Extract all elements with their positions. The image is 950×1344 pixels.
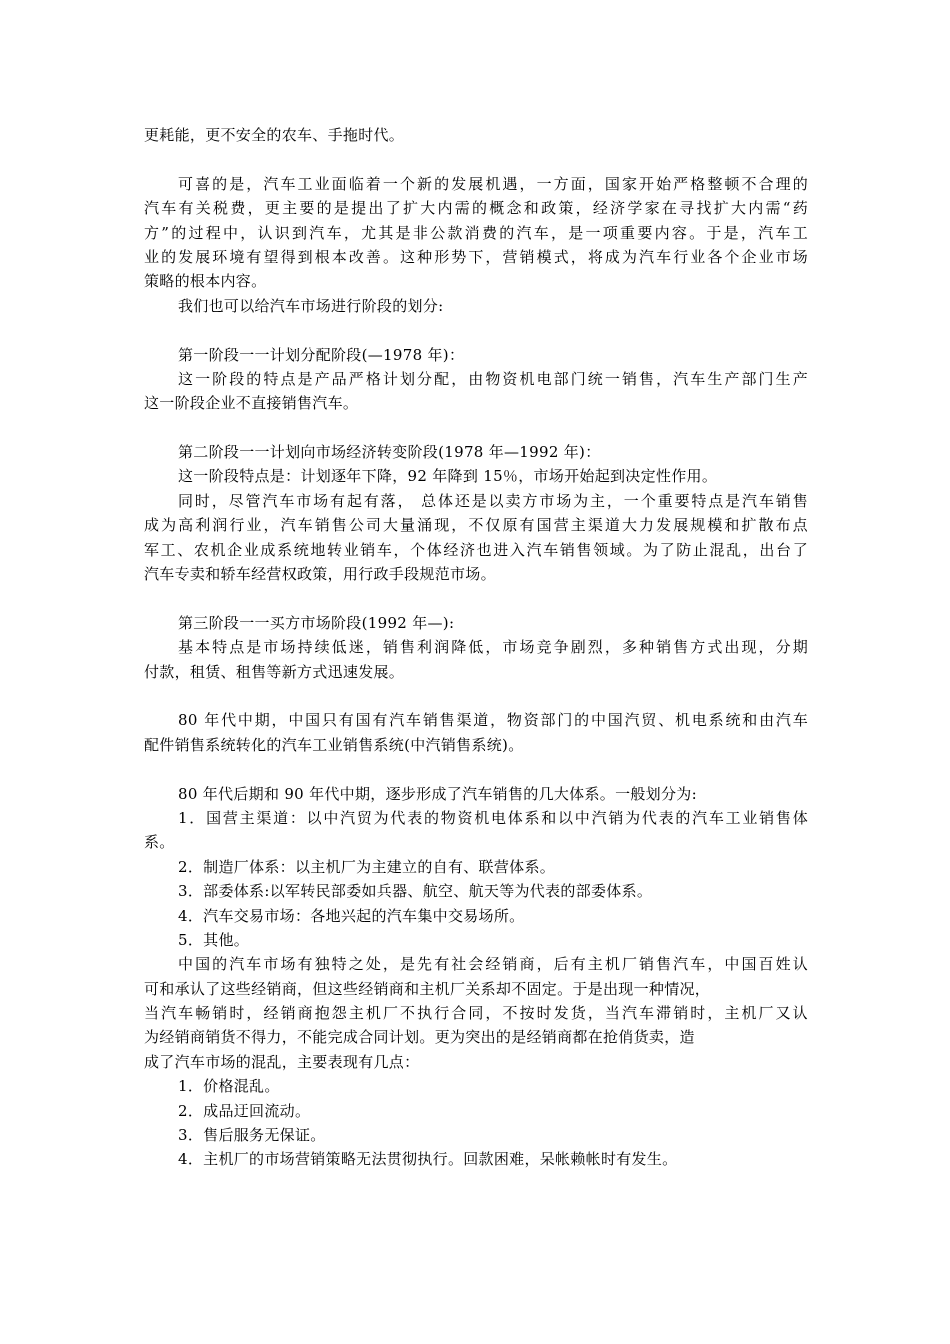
text-line: 汽车专卖和轿车经营权政策，用行政手段规范市场。 — [144, 565, 496, 584]
text-line: 80 年代中期，中国只有国有汽车销售渠道，物资部门的中国汽贸、机电系统和由汽车 — [178, 711, 808, 730]
text-line: 中国的汽车市场有独特之处，是先有社会经销商，后有主机厂销售汽车，中国百姓认 — [178, 955, 808, 974]
text-line: 系。 — [144, 833, 175, 852]
list-item: 2．制造厂体系：以主机厂为主建立的自有、联营体系。 — [178, 857, 556, 876]
blank-line — [144, 684, 808, 708]
list-item: 1．价格混乱。 — [178, 1077, 280, 1096]
blank-line — [144, 586, 808, 610]
text-line: 可喜的是，汽车工业面临着一个新的发展机遇，一方面，国家开始严格整顿不合理的 — [178, 174, 808, 193]
list-item: 4．主机厂的市场营销策略无法贯彻执行。回款困难，呆帐赖帐时有发生。 — [178, 1150, 678, 1169]
blank-line — [144, 318, 808, 342]
text-line: 成了汽车市场的混乱，主要表现有几点： — [144, 1052, 420, 1071]
text-line: 付款，租赁、租售等新方式迅速发展。 — [144, 662, 405, 681]
text-line: 配件销售系统转化的汽车工业销售系统(中汽销售系统)。 — [144, 735, 524, 754]
blank-line — [144, 147, 808, 171]
list-item: 2．成品迂回流动。 — [178, 1101, 311, 1120]
text-line: 更耗能，更不安全的农车、手拖时代。 — [144, 126, 405, 144]
text-line: 为经销商销货不得力，不能完成合同计划。更为突出的是经销商都在抢俏货卖，造 — [144, 1028, 695, 1047]
list-item: 1．国营主渠道：以中汽贸为代表的物资机电体系和以中汽销为代表的汽车工业销售体 — [178, 808, 808, 827]
text-line: 这一阶段特点是：计划逐年下降，92 年降到 15％，市场开始起到决定性作用。 — [178, 467, 718, 486]
document-body — [144, 123, 808, 1172]
text-line: 军工、农机企业成系统地转业销车，个体经济也进入汽车销售领域。为了防止混乱，出台了 — [144, 540, 808, 559]
section-heading: 第三阶段一一买方市场阶段(1992 年—): — [178, 613, 455, 632]
text-line: 我们也可以给汽车市场进行阶段的划分: — [178, 296, 444, 315]
text-line: 这一阶段的特点是产品严格计划分配，由物资机电部门统一销售，汽车生产部门生产 — [178, 369, 808, 388]
text-line: 同时，尽管汽车市场有起有落， 总体还是以卖方市场为主，一个重要特点是汽车销售 — [178, 491, 808, 510]
section-heading: 第二阶段一一计划向市场经济转变阶段(1978 年—1992 年)： — [178, 443, 601, 462]
text-line: 80 年代后期和 90 年代中期，逐步形成了汽车销售的几大体系。一般划分为: — [178, 784, 697, 803]
list-item: 5．其他。 — [178, 930, 250, 949]
text-line: 汽车有关税费，更主要的是提出了扩大内需的概念和政策，经济学家在寻找扩大内需“药 — [144, 199, 808, 218]
text-line: 这一阶段企业不直接销售汽车。 — [144, 394, 359, 413]
blank-line — [144, 757, 808, 781]
text-line: 成为高利润行业，汽车销售公司大量涌现，不仅原有国营主渠道大力发展规模和扩散布点 — [144, 516, 808, 535]
text-line: 可和承认了这些经销商，但这些经销商和主机厂关系却不固定。于是出现一种情况， — [144, 979, 711, 998]
text-line: 方”的过程中，认识到汽车，尤其是非公款消费的汽车，是一项重要内容。于是，汽车工 — [144, 223, 808, 242]
blank-line — [144, 416, 808, 440]
section-heading: 第一阶段一一计划分配阶段(—1978 年)： — [178, 345, 465, 364]
text-line: 业的发展环境有望得到根本改善。这种形势下，营销模式，将成为汽车行业各个企业市场 — [144, 247, 808, 266]
list-item: 4．汽车交易市场：各地兴起的汽车集中交易场所。 — [178, 906, 525, 925]
text-line: 策略的根本内容。 — [144, 272, 267, 291]
list-item: 3．售后服务无保证。 — [178, 1126, 326, 1145]
list-item: 3．部委体系:以军转民部委如兵器、航空、航天等为代表的部委体系。 — [178, 882, 653, 901]
text-line: 当汽车畅销时，经销商抱怨主机厂不执行合同，不按时发货，当汽车滞销时，主机厂又认 — [144, 1004, 808, 1023]
text-line: 基本特点是市场持续低迷，销售利润降低，市场竞争剧烈，多种销售方式出现，分期 — [178, 638, 808, 657]
